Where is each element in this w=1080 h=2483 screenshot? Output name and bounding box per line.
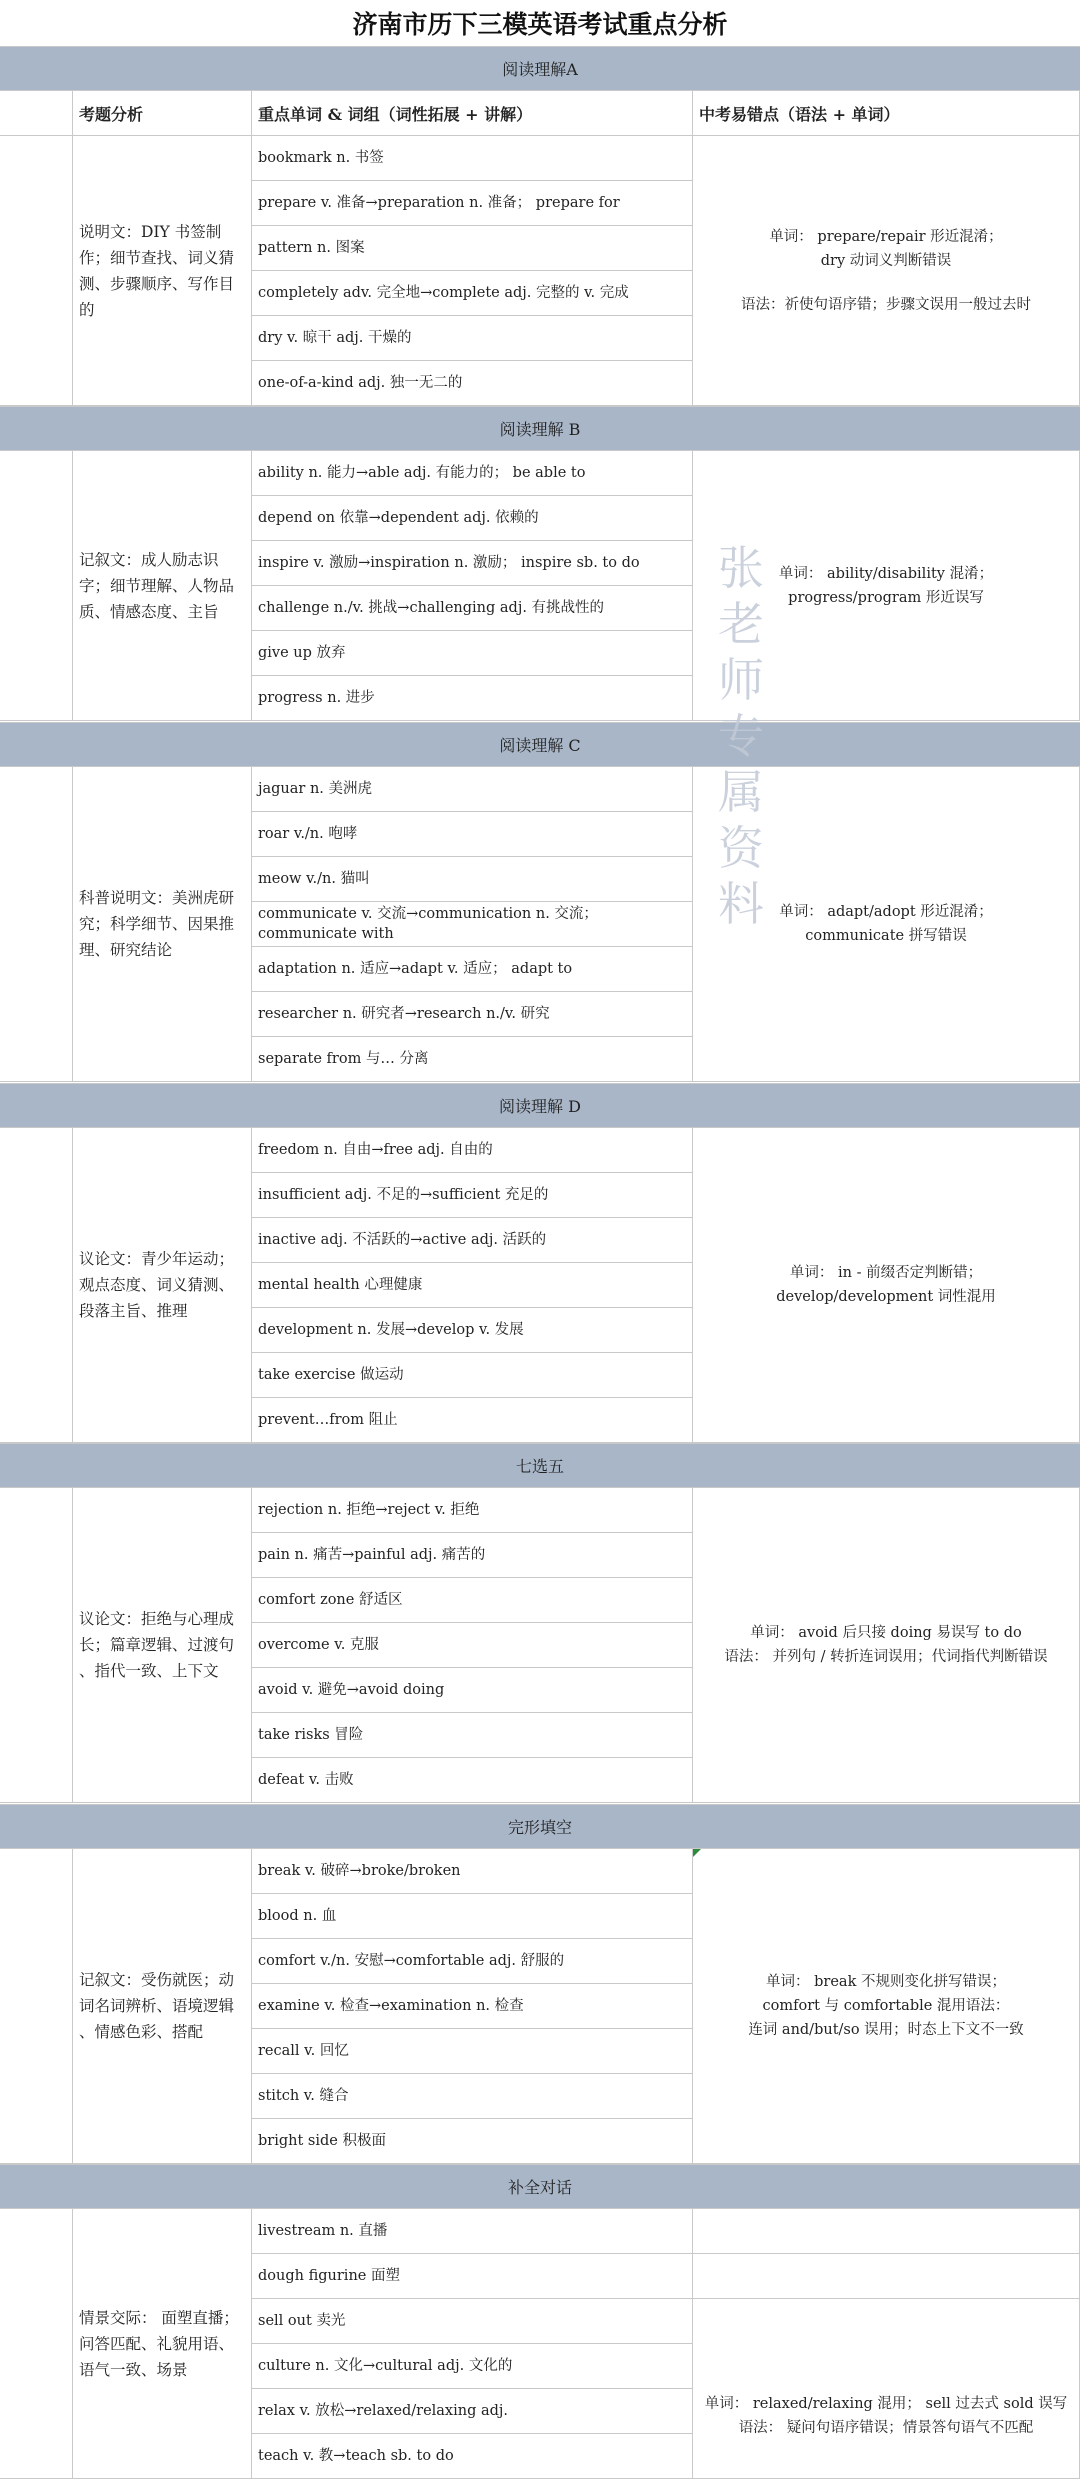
error-line: dry 动词义判断错误 — [820, 252, 952, 269]
header-key-words: 重点单词 & 词组（词性拓展 + 讲解） — [252, 91, 693, 136]
key-word-line: comfort zone 舒适区 — [258, 1592, 403, 1608]
key-word-cell — [252, 1668, 693, 1713]
analysis-line: 说明文：DIY 书签制 — [79, 222, 222, 241]
common-error-cell — [693, 2299, 1080, 2479]
key-word-cell — [252, 812, 693, 857]
key-word-line: jaguar n. 美洲虎 — [258, 781, 373, 797]
key-word-line: livestream n. 直播 — [258, 2223, 388, 2239]
key-word-line: completely adv. 完全地→complete adj. 完整的 v. 完成 — [258, 285, 629, 301]
key-word-cell — [252, 1533, 693, 1578]
question-analysis-cell — [73, 2209, 252, 2479]
watermark: 张老师专属资料 — [718, 541, 764, 931]
section-header: 完形填空 — [0, 1804, 1080, 1849]
analysis-line: 记叙文：成人励志识 — [79, 550, 219, 569]
key-word-cell — [252, 586, 693, 631]
key-word-line: bookmark n. 书签 — [258, 150, 384, 166]
key-word-cell — [252, 2209, 693, 2254]
key-word-cell — [252, 676, 693, 721]
key-word-cell — [252, 1173, 693, 1218]
key-word-cell — [252, 992, 693, 1037]
key-word-line: adaptation n. 适应→adapt v. 适应； adapt to — [258, 961, 573, 977]
error-line: 语法： 疑问句语序错误；情景答句语气不匹配 — [738, 2420, 1034, 2436]
error-line: develop/development 词性混用 — [776, 1289, 996, 1305]
key-word-cell — [252, 2344, 693, 2389]
analysis-line: 议论文：青少年运动； — [79, 1250, 235, 1268]
analysis-line: 观点态度、词义猜测、 — [79, 1276, 235, 1294]
analysis-line: 作；细节查找、词义猜 — [79, 248, 235, 267]
analysis-line: 质、情感态度、主旨 — [79, 602, 219, 621]
header-common-errors: 中考易错点（语法 + 单词） — [693, 91, 1080, 136]
header-question-analysis: 考题分析 — [73, 91, 252, 136]
key-word-line: pain n. 痛苦→painful adj. 痛苦的 — [258, 1547, 486, 1563]
key-word-line: communicate v. 交流→communication n. 交流； — [258, 906, 598, 922]
key-word-cell — [252, 316, 693, 361]
key-word-line: one-of-a-kind adj. 独一无二的 — [258, 375, 463, 391]
question-analysis-cell — [73, 1128, 252, 1443]
key-word-cell — [252, 1578, 693, 1623]
key-word-cell — [252, 226, 693, 271]
error-line: 语法：祈使句语序错；步骤文误用一般过去时 — [741, 296, 1031, 313]
key-word-line: culture n. 文化→cultural adj. 文化的 — [258, 2358, 513, 2374]
key-word-line: rejection n. 拒绝→reject v. 拒绝 — [258, 1502, 480, 1518]
key-word-line: dry v. 晾干 adj. 干燥的 — [258, 330, 412, 346]
key-word-line: dough figurine 面塑 — [258, 2268, 400, 2284]
key-word-cell — [252, 2389, 693, 2434]
blank-cell — [0, 1128, 73, 1443]
question-analysis-cell — [73, 767, 252, 1082]
key-word-line: progress n. 进步 — [258, 690, 375, 706]
common-error-cell — [693, 2209, 1080, 2254]
key-word-line: relax v. 放松→relaxed/relaxing adj. — [258, 2403, 509, 2419]
key-word-cell — [252, 1849, 693, 1894]
error-line: 单词： break 不规则变化拼写错误； — [766, 1974, 1006, 1990]
key-word-line: pattern n. 图案 — [258, 240, 365, 256]
key-word-cell — [252, 1713, 693, 1758]
key-word-cell — [252, 2299, 693, 2344]
key-word-line: defeat v. 击败 — [258, 1772, 354, 1788]
analysis-line: 词名词辨析、语境逻辑 — [79, 1997, 235, 2015]
key-word-cell — [252, 541, 693, 586]
error-line: 单词： relaxed/relaxing 混用； sell 过去式 sold 误写 — [704, 2396, 1068, 2412]
analysis-line: 、指代一致、上下文 — [79, 1662, 219, 1680]
analysis-line: 字；细节理解、人物品 — [79, 576, 235, 595]
key-word-cell — [252, 1758, 693, 1803]
key-word-line: give up 放弃 — [258, 645, 346, 661]
key-word-cell — [252, 902, 693, 947]
key-word-line: freedom n. 自由→free adj. 自由的 — [258, 1142, 493, 1158]
analysis-line: 情景交际： 面塑直播； — [79, 2308, 239, 2327]
blank-cell — [0, 1849, 73, 2164]
key-word-cell — [252, 2074, 693, 2119]
analysis-line: 问答匹配、礼貌用语、 — [79, 2334, 235, 2353]
error-line: progress/program 形近误写 — [788, 589, 984, 606]
common-error-cell — [693, 1488, 1080, 1803]
error-line: 连词 and/but/so 误用；时态上下文不一致 — [748, 2022, 1024, 2038]
section-header: 阅读理解A — [0, 46, 1080, 91]
error-line: 单词： ability/disability 混淆； — [778, 565, 994, 582]
key-word-line: stitch v. 缝合 — [258, 2088, 349, 2104]
key-word-cell — [252, 1128, 693, 1173]
key-word-line: sell out 卖光 — [258, 2313, 346, 2329]
analysis-line: 语气一致、场景 — [79, 2360, 188, 2379]
error-line: 单词： prepare/repair 形近混淆； — [769, 228, 1003, 245]
section-header: 七选五 — [0, 1443, 1080, 1488]
section-header: 阅读理解 B — [0, 406, 1080, 451]
question-analysis-cell — [73, 451, 252, 721]
key-word-cell — [252, 947, 693, 992]
error-line: 单词： in - 前缀否定判断错； — [789, 1265, 983, 1281]
key-word-cell — [252, 1218, 693, 1263]
blank-cell — [0, 451, 73, 721]
error-line: communicate 拼写错误 — [805, 928, 967, 944]
key-word-cell — [252, 1263, 693, 1308]
key-word-line: examine v. 检查→examination n. 检查 — [258, 1998, 524, 2014]
key-word-line: blood n. 血 — [258, 1908, 337, 1924]
common-error-cell — [693, 2254, 1080, 2299]
section-header: 阅读理解 D — [0, 1083, 1080, 1128]
common-error-cell — [693, 136, 1080, 406]
key-word-cell — [252, 2119, 693, 2164]
key-word-cell — [252, 1623, 693, 1668]
key-word-line: meow v./n. 猫叫 — [258, 871, 370, 887]
key-word-line: development n. 发展→develop v. 发展 — [258, 1322, 524, 1338]
key-word-line: prepare v. 准备→preparation n. 准备； prepare for — [258, 195, 620, 211]
analysis-line: 议论文：拒绝与心理成 — [79, 1610, 235, 1628]
analysis-line: 段落主旨、推理 — [79, 1302, 188, 1320]
key-word-cell — [252, 451, 693, 496]
blank-cell — [0, 136, 73, 406]
key-word-cell — [252, 1353, 693, 1398]
question-analysis-cell — [73, 1488, 252, 1803]
analysis-line: 长；篇章逻辑、过渡句 — [79, 1636, 235, 1654]
key-word-cell — [252, 2434, 693, 2479]
error-line: 单词： adapt/adopt 形近混淆； — [779, 904, 993, 920]
blank-cell — [0, 1488, 73, 1803]
key-word-cell — [252, 2029, 693, 2074]
key-word-cell — [252, 271, 693, 316]
analysis-line: 科普说明文：美洲虎研 — [79, 889, 235, 907]
key-word-cell — [252, 1037, 693, 1082]
key-word-cell — [252, 1984, 693, 2029]
key-word-cell — [252, 181, 693, 226]
key-word-line: challenge n./v. 挑战→challenging adj. 有挑战性的 — [258, 600, 605, 616]
comment-marker-icon — [693, 1849, 701, 1857]
page-title: 济南市历下三模英语考试重点分析 — [0, 0, 1080, 47]
error-line — [741, 273, 1031, 293]
key-word-cell — [252, 1488, 693, 1533]
analysis-line: 、情感色彩、搭配 — [79, 2023, 204, 2041]
key-word-cell — [252, 631, 693, 676]
key-word-cell — [252, 857, 693, 902]
key-word-line: overcome v. 克服 — [258, 1637, 379, 1653]
question-analysis-cell — [73, 136, 252, 406]
question-analysis-cell — [73, 1849, 252, 2164]
key-word-line: prevent…from 阻止 — [258, 1412, 398, 1428]
key-word-line: break v. 破碎→broke/broken — [258, 1863, 461, 1879]
key-word-line: recall v. 回忆 — [258, 2043, 349, 2059]
key-word-cell — [252, 2254, 693, 2299]
key-word-line: ability n. 能力→able adj. 有能力的； be able to — [258, 465, 586, 481]
blank-cell — [0, 767, 73, 1082]
common-error-cell — [693, 1849, 1080, 2164]
key-word-line: separate from 与… 分离 — [258, 1051, 429, 1067]
key-word-cell — [252, 136, 693, 181]
key-word-line: teach v. 教→teach sb. to do — [258, 2448, 454, 2464]
key-word-line: take exercise 做运动 — [258, 1367, 404, 1383]
key-word-cell — [252, 1939, 693, 1984]
key-word-line: mental health 心理健康 — [258, 1277, 423, 1293]
key-word-line: inspire v. 激励→inspiration n. 激励； inspire sb. to do — [258, 555, 640, 571]
section-header: 补全对话 — [0, 2164, 1080, 2209]
key-word-line: bright side 积极面 — [258, 2133, 386, 2149]
key-word-cell — [252, 1398, 693, 1443]
key-word-line: avoid v. 避免→avoid doing — [258, 1682, 445, 1698]
key-word-cell — [252, 767, 693, 812]
error-line: 语法： 并列句 / 转折连词误用；代词指代判断错误 — [724, 1649, 1048, 1665]
key-word-line: researcher n. 研究者→research n./v. 研究 — [258, 1006, 550, 1022]
common-error-cell — [693, 1128, 1080, 1443]
error-line: 单词： avoid 后只接 doing 易误写 to do — [750, 1625, 1022, 1641]
analysis-line: 理、研究结论 — [79, 941, 173, 959]
analysis-line: 的 — [79, 300, 95, 319]
key-word-cell — [252, 496, 693, 541]
analysis-line: 记叙文：受伤就医；动 — [79, 1971, 235, 1989]
analysis-line: 究；科学细节、因果推 — [79, 915, 235, 933]
key-word-line: roar v./n. 咆哮 — [258, 826, 358, 842]
analysis-line: 测、步骤顺序、写作目 — [79, 274, 235, 293]
key-word-line: take risks 冒险 — [258, 1727, 364, 1743]
header-col1 — [0, 91, 73, 136]
error-line: comfort 与 comfortable 混用语法： — [762, 1998, 1010, 2014]
key-word-cell — [252, 361, 693, 406]
key-word-line: comfort v./n. 安慰→comfortable adj. 舒服的 — [258, 1953, 565, 1969]
key-word-line: communicate with — [258, 926, 394, 942]
key-word-cell — [252, 1894, 693, 1939]
section-header: 阅读理解 C — [0, 722, 1080, 767]
key-word-line: inactive adj. 不活跃的→active adj. 活跃的 — [258, 1232, 547, 1248]
blank-cell — [0, 2209, 73, 2479]
key-word-cell — [252, 1308, 693, 1353]
key-word-line: insufficient adj. 不足的→sufficient 充足的 — [258, 1187, 549, 1203]
key-word-line: depend on 依靠→dependent adj. 依赖的 — [258, 510, 539, 526]
